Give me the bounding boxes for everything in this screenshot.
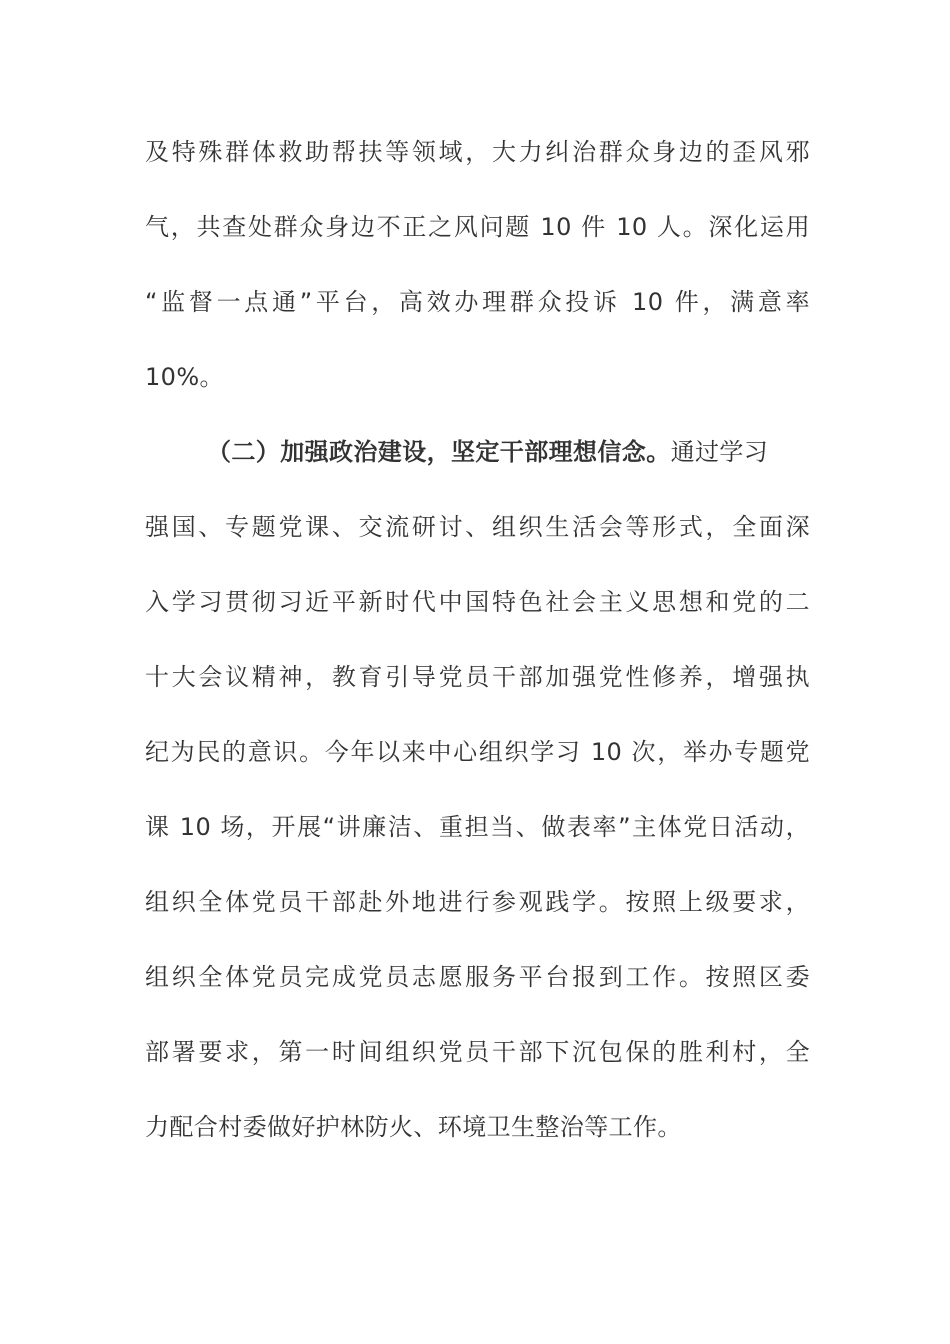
paragraph-1-line-4: 10%。 [145,363,224,391]
paragraph-2-first-line [145,422,810,497]
section-heading: （二）加强政治建设，坚定干部理想信念。 [207,438,671,466]
paragraph-1-line-2: 气，共查处群众身边不正之风问题 10 件 10 人。深化运用 [145,213,810,241]
paragraph-2-line-8: 组织全体党员完成党员志愿服务平台报到工作。按照区委 [145,963,810,991]
paragraph-2-line-3: 入学习贯彻习近平新时代中国特色社会主义思想和党的二 [145,588,810,616]
paragraph-2-line-5: 纪为民的意识。今年以来中心组织学习 10 次，举办专题党 [145,738,810,766]
paragraph-2-line-10: 力配合村委做好护林防火、环境卫生整治等工作。 [145,1113,682,1141]
paragraph-2-line-9: 部署要求，第一时间组织党员干部下沉包保的胜利村，全 [145,1038,810,1066]
paragraph-2-line-4: 十大会议精神，教育引导党员干部加强党性修养，增强执 [145,663,810,691]
paragraph-2-line-2: 强国、专题党课、交流研讨、组织生活会等形式，全面深 [145,513,810,541]
paragraph-2-line-7: 组织全体党员干部赴外地进行参观践学。按照上级要求， [145,888,810,916]
paragraph-1-line-3: “监督一点通”平台，高效办理群众投诉 10 件，满意率 [145,288,810,316]
document-body [145,122,810,1172]
paragraph-1-line-1: 及特殊群体救助帮扶等领域，大力纠治群众身边的歪风邪 [145,138,810,166]
paragraph-2-line-6: 课 10 场，开展“讲廉洁、重担当、做表率”主体党日活动， [145,813,810,841]
paragraph-2-first-line-text: 通过学习 [670,438,769,466]
